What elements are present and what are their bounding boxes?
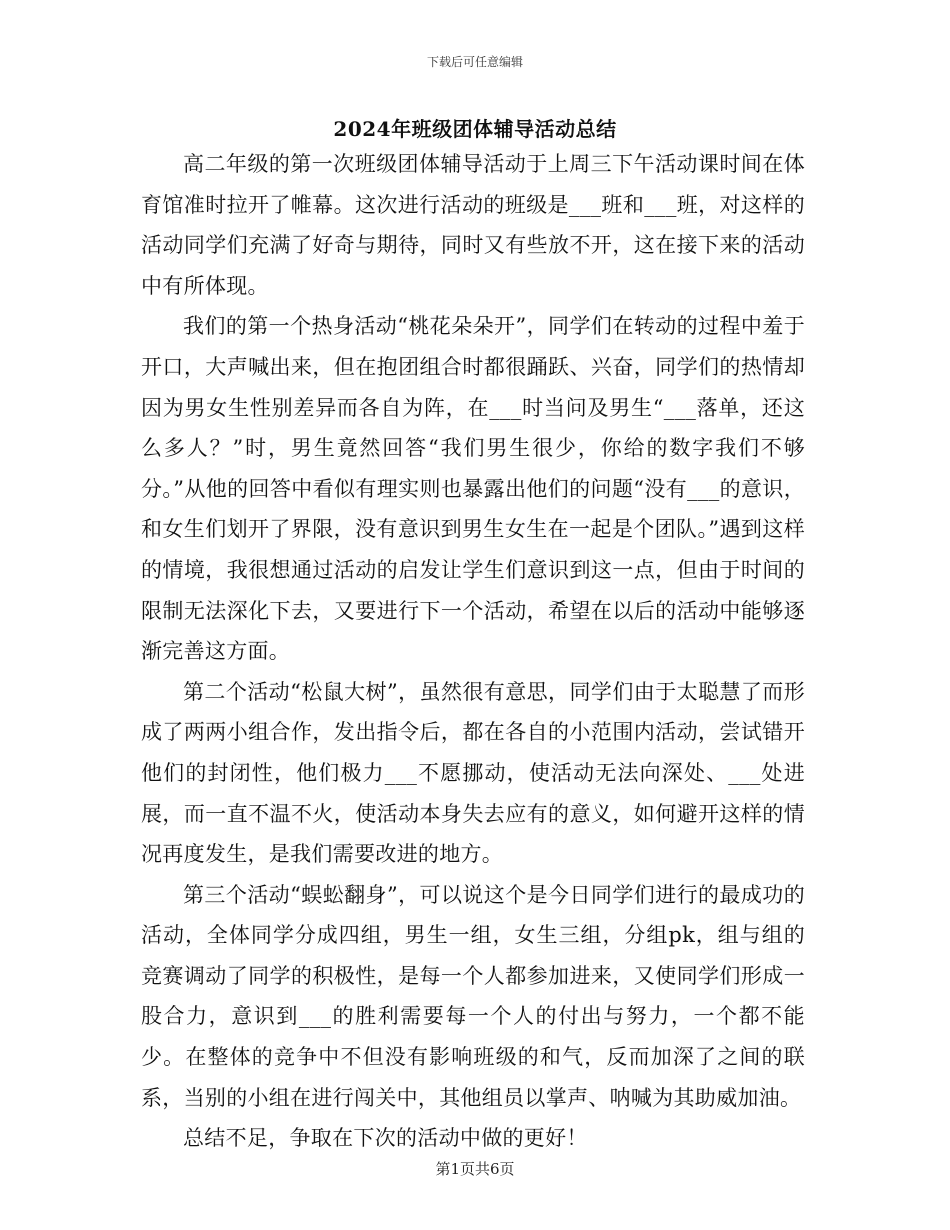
- paragraph: 总结不足，争取在下次的活动中做的更好！: [183, 1126, 588, 1151]
- document-title: 2024年班级团体辅导活动总结: [333, 117, 617, 141]
- paragraph: 第二个活动“松鼠大树”，虽然很有意思，同学们由于太聪慧了而形成了两两小组合作，发出指令后，都在各自的小范围内活动，尝试错开他们的封闭性，他们极力___不愿挪动，使活动无法向深处、___处进展，而一直不温不火，使活动本身失去应有的意义，如何避开这样的情况再度发生，是我们需要改进的地方。: [141, 679, 805, 867]
- header-note: 下载后可任意编辑: [426, 55, 523, 69]
- document-body: [141, 144, 805, 1159]
- paragraph: 我们的第一个热身活动“桃花朵朵开”，同学们在转动的过程中羞于开口，大声喊出来，但在抱团组合时都很踊跃、兴奋，同学们的热情却因为男女生性别差异而各自为阵，在___时当问及男生“___落单，还这么多人？”时，男生竟然回答“我们男生很少，你给的数字我们不够分。”从他的回答中看似有理实则也暴露出他们的问题“没有___的意识，和女生们划开了界限，没有意识到男生女生在一起是个团队。”遇到这样的情境，我很想通过活动的启发让学生们意识到这一点，但由于时间的限制无法深化下去，又要进行下一个活动，希望在以后的活动中能够逐渐完善这方面。: [141, 314, 805, 664]
- paragraph: 高二年级的第一次班级团体辅导活动于上周三下午活动课时间在体育馆准时拉开了帷幕。这次进行活动的班级是___班和___班，对这样的活动同学们充满了好奇与期待，同时又有些放不开，这在接下来的活动中有所体现。: [141, 152, 805, 298]
- paragraph: 第三个活动“蜈蚣翻身”，可以说这个是今日同学们进行的最成功的活动，全体同学分成四组，男生一组，女生三组，分组pk，组与组的竞赛调动了同学的积极性，是每一个人都参加进来，又使同学们形成一股合力，意识到___的胜利需要每一个人的付出与努力，一个都不能少。在整体的竞争中不但没有影响班级的和气，反而加深了之间的联系，当别的小组在进行闯关中，其他组员以掌声、呐喊为其助威加油。: [141, 882, 805, 1110]
- page-number: 第1页共6页: [435, 1160, 515, 1178]
